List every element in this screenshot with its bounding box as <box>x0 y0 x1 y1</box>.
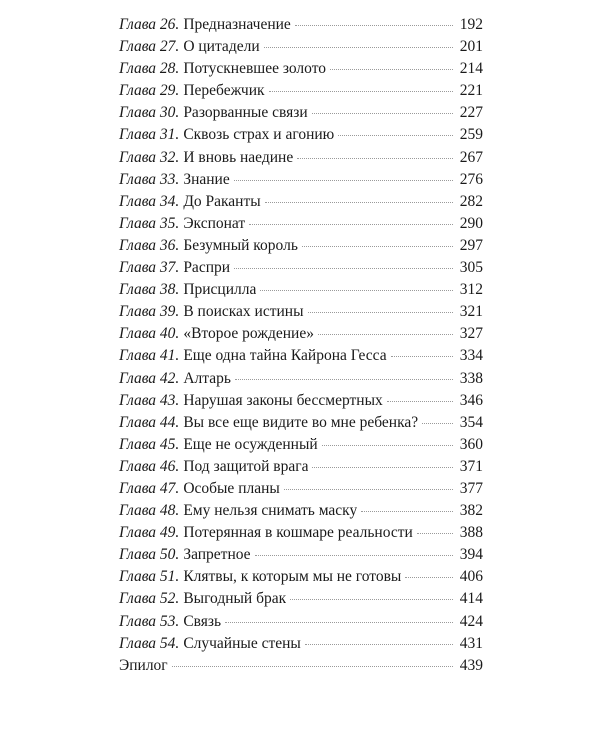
toc-entry-49[interactable] <box>119 522 483 544</box>
page-number: 360 <box>459 435 483 453</box>
chapter-label: Глава 36. <box>119 236 180 254</box>
chapter-label: Глава 35. <box>119 214 180 232</box>
dot-leader <box>265 202 453 203</box>
dot-leader <box>361 511 453 512</box>
toc-entry-44[interactable] <box>119 412 483 434</box>
page-number: 439 <box>459 656 483 674</box>
chapter-title: Под защитой врага <box>183 457 309 475</box>
chapter-title: Перебежчик <box>183 82 265 100</box>
toc-entry-38[interactable] <box>119 279 483 301</box>
chapter-label: Глава 47. <box>119 479 180 497</box>
toc-entry-31[interactable] <box>119 124 483 146</box>
page-number: 201 <box>459 38 483 56</box>
chapter-title: Потускневшее золото <box>183 60 327 78</box>
page-number: 406 <box>459 568 483 586</box>
chapter-title: И вновь наедине <box>183 148 294 166</box>
chapter-title: Разорванные связи <box>183 104 308 122</box>
chapter-title: Распри <box>183 259 231 277</box>
toc-entry-46[interactable] <box>119 456 483 478</box>
chapter-label: Глава 51. <box>119 568 180 586</box>
chapter-label: Глава 27. <box>119 38 180 56</box>
chapter-title: Случайные стены <box>183 634 301 652</box>
dot-leader <box>405 577 453 578</box>
toc-entry-52[interactable] <box>119 588 483 610</box>
page-number: 354 <box>459 413 483 431</box>
chapter-title: Запретное <box>183 546 251 564</box>
page-number: 297 <box>459 236 483 254</box>
chapter-title: Еще не осужденный <box>183 435 318 453</box>
dot-leader <box>255 555 453 556</box>
chapter-label: Глава 48. <box>119 502 180 520</box>
chapter-title: Предназначение <box>183 16 291 33</box>
toc-entry-39[interactable] <box>119 301 483 323</box>
dot-leader <box>234 268 453 269</box>
chapter-label: Глава 46. <box>119 457 180 475</box>
chapter-title: Связь <box>183 612 222 630</box>
chapter-label: Глава 32. <box>119 148 180 166</box>
page-number: 290 <box>459 214 483 232</box>
dot-leader <box>284 489 453 490</box>
chapter-label: Глава 44. <box>119 413 180 431</box>
chapter-title: Потерянная в кошмаре реальности <box>183 524 413 542</box>
dot-leader <box>422 423 453 424</box>
chapter-title: Алтарь <box>183 369 231 387</box>
chapter-title: Нарушая законы бессмертных <box>183 391 383 409</box>
chapter-label: Глава 54. <box>119 634 180 652</box>
dot-leader <box>322 445 453 446</box>
page-number: 382 <box>459 502 483 520</box>
dot-leader <box>391 356 453 357</box>
toc-entry-34[interactable] <box>119 191 483 213</box>
toc-entry-53[interactable] <box>119 611 483 633</box>
dot-leader <box>305 644 453 645</box>
chapter-title: Сквозь страх и агонию <box>183 126 335 144</box>
chapter-label: Глава 49. <box>119 524 180 542</box>
chapter-label: Глава 40. <box>119 325 180 343</box>
chapter-label: Глава 31. <box>119 126 180 144</box>
toc-entry-42[interactable] <box>119 368 483 390</box>
dot-leader <box>295 25 453 26</box>
toc-entry-27[interactable] <box>119 36 483 58</box>
dot-leader <box>387 401 453 402</box>
page-number: 388 <box>459 524 483 542</box>
chapter-title: В поисках истины <box>183 303 304 321</box>
chapter-title: Безумный король <box>183 236 298 254</box>
toc-entry-33[interactable] <box>119 169 483 191</box>
dot-leader <box>330 69 453 70</box>
page-number: 371 <box>459 457 483 475</box>
chapter-label: Глава 29. <box>119 82 180 100</box>
page-number: 312 <box>459 281 483 299</box>
dot-leader <box>318 334 453 335</box>
page-number: 334 <box>459 347 483 365</box>
dot-leader <box>260 290 453 291</box>
chapter-title: Вы все еще видите во мне ребенка? <box>183 413 419 431</box>
chapter-label: Глава 34. <box>119 192 180 210</box>
dot-leader <box>312 467 453 468</box>
toc-entry-30[interactable] <box>119 102 483 124</box>
page-number: 327 <box>459 325 483 343</box>
chapter-title: До Раканты <box>183 192 261 210</box>
chapter-label: Глава 28. <box>119 60 180 78</box>
toc-entry-36[interactable] <box>119 235 483 257</box>
page-number: 305 <box>459 259 483 277</box>
dot-leader <box>172 666 453 667</box>
dot-leader <box>302 246 453 247</box>
toc-entry-47[interactable] <box>119 478 483 500</box>
chapter-label: Глава 52. <box>119 590 180 608</box>
page-number: 394 <box>459 546 483 564</box>
toc-entry-50[interactable] <box>119 544 483 566</box>
page-number: 321 <box>459 303 483 321</box>
chapter-label: Глава 38. <box>119 281 180 299</box>
dot-leader <box>312 113 453 114</box>
chapter-title: Экспонат <box>183 214 246 232</box>
table-of-contents <box>119 14 483 677</box>
dot-leader <box>235 379 453 380</box>
chapter-label: Глава 41. <box>119 347 180 365</box>
chapter-label: Глава 43. <box>119 391 180 409</box>
chapter-title: Ему нельзя снимать маску <box>183 502 358 520</box>
page-number: 192 <box>459 16 483 33</box>
page-number: 431 <box>459 634 483 652</box>
page-number: 338 <box>459 369 483 387</box>
chapter-label: Глава 53. <box>119 612 180 630</box>
page-number: 214 <box>459 60 483 78</box>
chapter-label: Глава 30. <box>119 104 180 122</box>
dot-leader <box>249 224 453 225</box>
chapter-title: Еще одна тайна Кайрона Гесса <box>183 347 387 365</box>
chapter-title: «Второе рождение» <box>183 325 314 343</box>
epilogue-title: Эпилог <box>119 656 168 674</box>
page-number: 221 <box>459 82 483 100</box>
toc-entry-51[interactable] <box>119 566 483 588</box>
chapter-title: Выгодный брак <box>183 590 287 608</box>
page-number: 259 <box>459 126 483 144</box>
toc-entry-32[interactable] <box>119 147 483 169</box>
toc-entry-37[interactable] <box>119 257 483 279</box>
chapter-label: Глава 26. <box>119 16 180 33</box>
dot-leader <box>417 533 453 534</box>
toc-entry-54[interactable] <box>119 633 483 655</box>
chapter-title: Знание <box>183 170 230 188</box>
dot-leader <box>338 135 453 136</box>
chapter-label: Глава 33. <box>119 170 180 188</box>
toc-entry-40[interactable] <box>119 323 483 345</box>
toc-entry-43[interactable] <box>119 390 483 412</box>
toc-entry-28[interactable] <box>119 58 483 80</box>
toc-entry-epilogue[interactable] <box>119 655 483 677</box>
page-number: 276 <box>459 170 483 188</box>
page-number: 424 <box>459 612 483 630</box>
toc-entry-26[interactable] <box>119 14 483 36</box>
chapter-title: О цитадели <box>183 38 260 56</box>
toc-entry-35[interactable] <box>119 213 483 235</box>
dot-leader <box>308 312 454 313</box>
dot-leader <box>269 91 453 92</box>
toc-entry-45[interactable] <box>119 434 483 456</box>
chapter-label: Глава 42. <box>119 369 180 387</box>
dot-leader <box>234 180 453 181</box>
chapter-label: Глава 39. <box>119 303 180 321</box>
toc-entry-29[interactable] <box>119 80 483 102</box>
page-number: 267 <box>459 148 483 166</box>
page-number: 227 <box>459 104 483 122</box>
dot-leader <box>264 47 453 48</box>
page-number: 377 <box>459 479 483 497</box>
dot-leader <box>297 158 453 159</box>
chapter-label: Глава 37. <box>119 259 180 277</box>
chapter-title: Клятвы, к которым мы не готовы <box>183 568 402 586</box>
chapter-title: Особые планы <box>183 479 280 497</box>
chapter-title: Присцилла <box>183 281 257 299</box>
chapter-label: Глава 50. <box>119 546 180 564</box>
dot-leader <box>290 599 453 600</box>
page-number: 346 <box>459 391 483 409</box>
page-number: 414 <box>459 590 483 608</box>
chapter-label: Глава 45. <box>119 435 180 453</box>
dot-leader <box>225 622 453 623</box>
toc-entry-41[interactable] <box>119 345 483 367</box>
toc-entry-48[interactable] <box>119 500 483 522</box>
page-number: 282 <box>459 192 483 210</box>
